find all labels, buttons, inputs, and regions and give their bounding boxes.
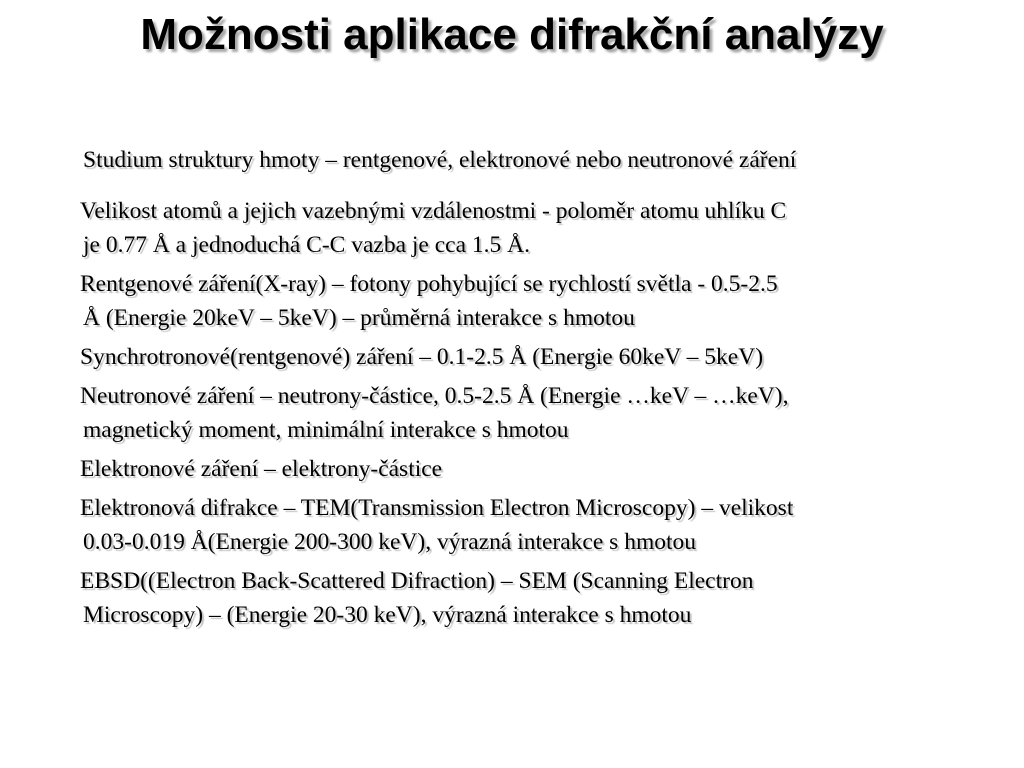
slide-subtitle: Studium struktury hmoty – rentgenové, elektronové nebo neutronové záření xyxy=(83,147,797,173)
paragraph-tem xyxy=(80,491,960,559)
paragraph-line: Elektronová difrakce – TEM(Transmission Electron Microscopy) – velikost xyxy=(80,495,794,521)
paragraph-line: Synchrotronové(rentgenové) záření – 0.1-2.5 Å (Energie 60keV – 5keV) xyxy=(80,344,764,370)
paragraph-line: Elektronové záření – elektrony-částice xyxy=(80,456,443,482)
paragraph-line: EBSD((Electron Back-Scattered Difraction) – SEM (Scanning Electron xyxy=(80,568,754,594)
paragraph-synchrotron xyxy=(80,340,960,374)
paragraph-line: 0.03-0.019 Å(Energie 200-300 keV), výrazná interakce s hmotou xyxy=(83,529,696,555)
paragraph-line: je 0.77 Å a jednoduchá C-C vazba je cca 1.5 Å. xyxy=(83,232,530,258)
paragraph-line: Microscopy) – (Energie 20-30 keV), výrazná interakce s hmotou xyxy=(83,602,692,628)
paragraph-line: Velikost atomů a jejich vazebnými vzdálenostmi - poloměr atomu uhlíku C xyxy=(80,198,787,224)
paragraph-electron xyxy=(80,452,960,486)
paragraph-line: Neutronové záření – neutrony-částice, 0.5-2.5 Å (Energie …keV – …keV), xyxy=(80,383,789,409)
paragraph-list xyxy=(80,194,960,637)
paragraph-line: Rentgenové záření(X-ray) – fotony pohybující se rychlostí světla - 0.5-2.5 xyxy=(80,271,778,297)
paragraph-neutron xyxy=(80,379,960,447)
paragraph-ebsd xyxy=(80,564,960,632)
paragraph-x-ray xyxy=(80,267,960,335)
paragraph-atom-size xyxy=(80,194,960,262)
paragraph-line: Å (Energie 20keV – 5keV) – průměrná interakce s hmotou xyxy=(83,305,635,331)
slide-title: Možnosti aplikace difrakční analýzy xyxy=(140,10,884,59)
paragraph-line: magnetický moment, minimální interakce s hmotou xyxy=(83,417,569,443)
